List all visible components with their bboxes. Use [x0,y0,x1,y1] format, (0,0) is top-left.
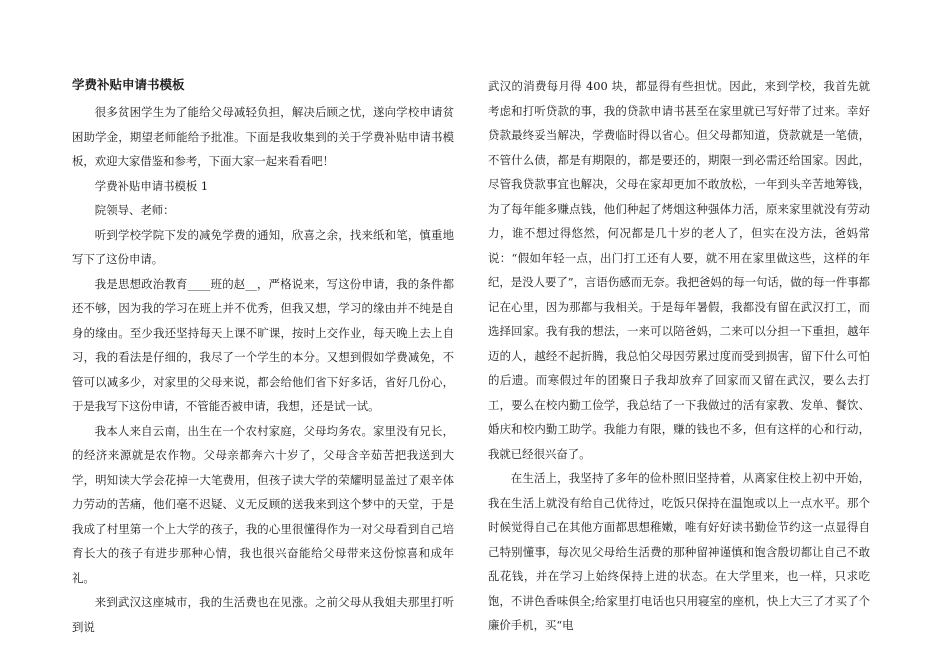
body-paragraph: 在生活上，我坚持了多年的俭朴照旧坚持着，从离家住校上初中开始，我在生活上就没有给自己优待过，吃饭只保持在温饱或以上一点水平。那个时候觉得自己在其他方面都思想稚嫩，唯有好好读书勤俭节约这一点显得自己特别懂事，每次见父母给生活费的那种留神谨慎和饱含殷切都让自己不敢乱花钱，并在学习上始终保持上进的状态。在大学里来，也一样，只求吃饱，不讲色香味俱全;给家里打电话也只用寝室的座机，快上大三了才买了个廉价手机，买“电 [488,471,870,632]
body-paragraph: 我是思想政治教育____班的赵__，严格说来，写这份申请，我的条件都还不够，因为我的学习在班上并不优秀，但我又想，学习的缘由并不纯是自身的缘由。至少我还坚持每天上课不旷课，按时上交作业，每天晚上去上自习，我的看法是仔细的，我尽了一个学生的本分。又想到假如学费减免，不管可以减多少，对家里的父母来说，都会给他们省下好多话，省好几份心，于是我写下这份申请，不管能否被申请，我想，还是试一试。 [72,276,454,413]
body-paragraph-continued: 武汉的消费每月得 400 块，都显得有些担忧。因此，来到学校，我首先就考虑和打听贷款的事，我的贷款申请书甚至在家里就已写好带了过来。幸好贷款最终妥当解决，学费临时得以省心。但父母都知道，贷款就是一笔债，不管什么债，都是有期限的，都是要还的，期限一到必需还给国家。因此，尽管我贷款事宜也解决，父母在家却更加不敢放松，一年到头辛苦地筹钱，为了每年能多赚点钱，他们种起了烤烟这种强体力活，原来家里就没有劳动力，谁不想过得悠然，何况都是几十岁的老人了，但实在没方法，爸妈常说：“假如年轻一点，出门打工还有人要，就不用在家里做这些，这样的年纪，是没人要了”，言语伤感而无奈。我把爸妈的每一句话，做的每一件事都记在心里，因为那都与我相关。于是每年暑假，我都没有留在武汉打工，而选择回家。我有我的想法，一来可以陪爸妈，二来可以分担一下重担，越年迈的人，越经不起折腾，我总怕父母因劳累过度而受到损害，留下什么可怕的后遗。而寒假过年的团聚日子我却放弃了回家而又留在武汉，要么去打工，要么在校内勤工俭学，我总结了一下我做过的活有家教、发单、餐饮、婚庆和校内勤工助学。我能力有限，赚的钱也不多，但有这样的心和行动，我就已经很兴奋了。 [488,79,870,461]
document-title: 学费补贴申请书模板 [72,77,185,92]
left-column [72,72,454,639]
intro-paragraph: 很多贫困学生为了能给父母减轻负担，解决后顾之忧，遂向学校申请贫困助学金，期望老师能给予批准。下面是我收集到的关于学费补贴申请书模板，欢迎大家借鉴和参考，下面大家一起来看看吧！ [72,105,454,168]
right-column [488,74,870,638]
template-heading: 学费补贴申请书模板 1 [94,178,209,193]
salutation: 院领导、老师： [94,203,175,217]
body-paragraph: 听到学校学院下发的减免学费的通知，欣喜之余，找来纸和笔，慎重地写下了这份申请。 [72,227,454,266]
body-paragraph: 来到武汉这座城市，我的生活费也在见涨。之前父母从我姐夫那里打听到说 [72,595,454,634]
body-paragraph: 我本人来自云南，出生在一个农村家庭，父母均务农。家里没有兄长，的经济来源就是农作物。父母亲都奔六十岁了，父母含辛茹苦把我送到大学，明知读大学会花掉一大笔费用，但孩子读大学的荣耀明显盖过了艰辛体力劳动的苦痛，他们毫不迟疑、义无反顾的送我来到这个梦中的天堂，于是我成了村里第一个上大学的孩子，我的心里很懂得作为一对父母看到自己培育长大的孩子有进步那种心情，我也很兴奋能给父母带来这份惊喜和成年礼。 [72,423,454,585]
